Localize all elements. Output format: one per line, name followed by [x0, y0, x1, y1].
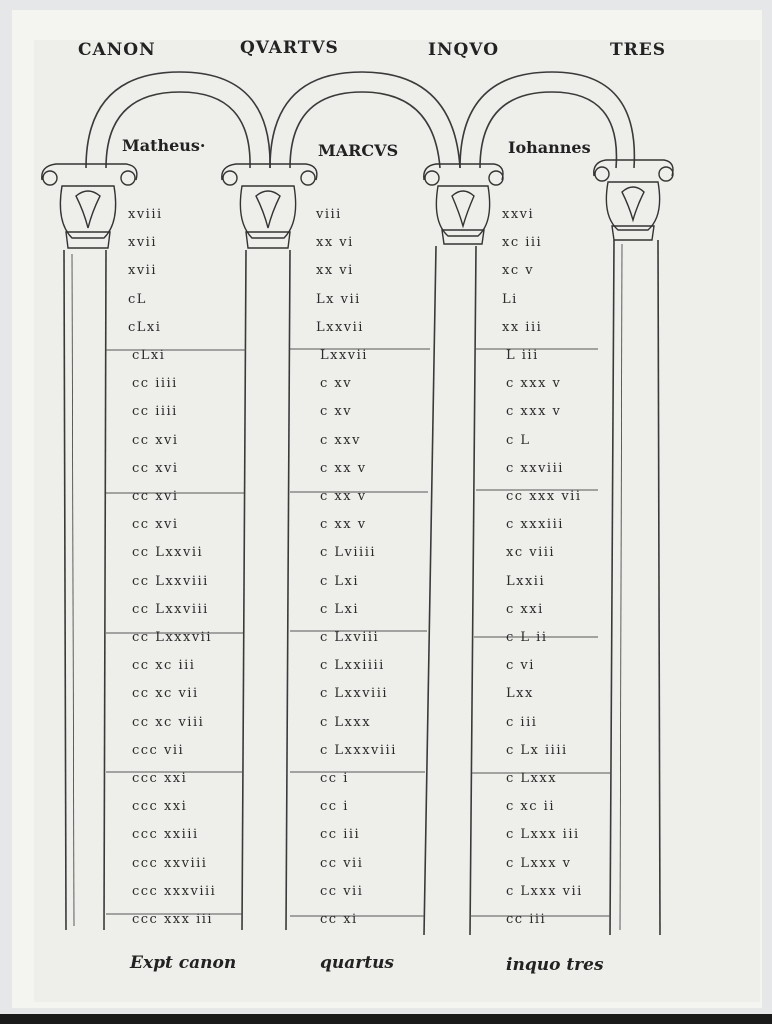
pillar-2-left: [242, 250, 246, 930]
numeral-marcus-4: Lx vii: [316, 292, 361, 307]
numeral-matheus-1: xviii: [128, 207, 163, 222]
numeral-marcus-7: c xv: [320, 376, 353, 391]
capital-4: [594, 160, 673, 240]
numeral-matheus-3: xvii: [128, 263, 157, 278]
numeral-matheus-22: ccc xxi: [132, 799, 188, 814]
numeral-iohannes-8: c xxx v: [506, 404, 562, 419]
numeral-marcus-23: cc iii: [320, 827, 361, 842]
numeral-matheus-16: cc Lxxxvii: [132, 630, 212, 645]
numeral-iohannes-25: c Lxxx vii: [506, 884, 583, 899]
numeral-marcus-9: c xxv: [320, 433, 361, 448]
numeral-matheus-15: cc Lxxviii: [132, 602, 209, 617]
numeral-iohannes-7: c xxx v: [506, 376, 562, 391]
pillar-4-inner: [620, 244, 622, 930]
numeral-iohannes-14: Lxxii: [506, 574, 546, 589]
capital-3: [424, 164, 503, 244]
numeral-matheus-9: cc xvi: [132, 433, 179, 448]
numeral-matheus-2: xvii: [128, 235, 157, 250]
numeral-iohannes-11: cc xxx vii: [506, 489, 582, 504]
footer-expt-canon: Expt canon: [130, 953, 237, 973]
numeral-matheus-20: ccc vii: [132, 743, 185, 758]
numeral-matheus-23: ccc xxiii: [132, 827, 199, 842]
numeral-iohannes-9: c L: [506, 433, 531, 448]
numeral-matheus-19: cc xc viii: [132, 715, 205, 730]
numeral-matheus-12: cc xvi: [132, 517, 179, 532]
numeral-matheus-25: ccc xxxviii: [132, 884, 217, 899]
title-word-tres: TRES: [610, 40, 667, 60]
numeral-marcus-3: xx vi: [316, 263, 354, 278]
numeral-marcus-6: Lxxvii: [320, 348, 368, 363]
numeral-iohannes-21: c Lxxx: [506, 771, 558, 786]
numeral-marcus-8: c xv: [320, 404, 353, 419]
numeral-iohannes-3: xc v: [502, 263, 535, 278]
numeral-marcus-25: cc vii: [320, 884, 364, 899]
numeral-marcus-10: c xx v: [320, 461, 367, 476]
numeral-matheus-14: cc Lxxviii: [132, 574, 209, 589]
numeral-iohannes-26: cc iii: [506, 912, 547, 927]
pillar-3-right: [470, 246, 476, 935]
numeral-matheus-13: cc Lxxvii: [132, 545, 204, 560]
footer-inquo-tres: inquo tres: [506, 955, 604, 975]
numeral-marcus-24: cc vii: [320, 856, 364, 871]
column-heading-marcus: MARCVS: [318, 141, 399, 160]
numeral-iohannes-18: Lxx: [506, 686, 534, 701]
numeral-marcus-2: xx vi: [316, 235, 354, 250]
numeral-marcus-19: c Lxxx: [320, 715, 372, 730]
numeral-iohannes-17: c vi: [506, 658, 535, 673]
pillar-2-right: [286, 250, 290, 930]
numeral-iohannes-5: xx iii: [502, 320, 543, 335]
numeral-marcus-21: cc i: [320, 771, 349, 786]
numeral-marcus-18: c Lxxviii: [320, 686, 389, 701]
numeral-iohannes-1: xxvi: [502, 207, 535, 222]
numeral-matheus-24: ccc xxviii: [132, 856, 208, 871]
numeral-matheus-11: cc xvi: [132, 489, 179, 504]
inner-arch-left: [106, 92, 250, 168]
column-heading-matheus: Matheus·: [122, 136, 206, 155]
numeral-matheus-6: cLxi: [132, 348, 166, 363]
numeral-marcus-5: Lxxvii: [316, 320, 364, 335]
numeral-marcus-17: c Lxxiiii: [320, 658, 385, 673]
numeral-iohannes-12: c xxxiii: [506, 517, 564, 532]
numeral-iohannes-23: c Lxxx iii: [506, 827, 580, 842]
numeral-matheus-8: cc iiii: [132, 404, 178, 419]
numeral-iohannes-22: c xc ii: [506, 799, 555, 814]
numeral-iohannes-4: Li: [502, 292, 518, 307]
numeral-marcus-1: viii: [316, 207, 342, 222]
numeral-matheus-26: ccc xxx iii: [132, 912, 214, 927]
title-word-inquo: INQVO: [428, 40, 499, 60]
numeral-matheus-5: cLxi: [128, 320, 162, 335]
footer-quartus: quartus: [320, 953, 395, 973]
title-word-canon: CANON: [78, 40, 156, 60]
capital-2: [222, 164, 317, 248]
pillar-4-right: [658, 240, 660, 935]
numeral-iohannes-24: c Lxxx v: [506, 856, 572, 871]
numeral-matheus-21: ccc xxi: [132, 771, 188, 786]
numeral-iohannes-20: c Lx iiii: [506, 743, 568, 758]
numeral-matheus-17: cc xc iii: [132, 658, 196, 673]
numeral-marcus-26: cc xi: [320, 912, 358, 927]
numeral-iohannes-2: xc iii: [502, 235, 543, 250]
numeral-marcus-16: c Lxviii: [320, 630, 380, 645]
numeral-iohannes-16: c L ii: [506, 630, 548, 645]
numeral-marcus-11: c xx v: [320, 489, 367, 504]
capital-1: [42, 164, 137, 248]
numeral-marcus-15: c Lxi: [320, 602, 360, 617]
numeral-marcus-14: c Lxi: [320, 574, 360, 589]
pillar-1-left: [64, 250, 66, 930]
numeral-marcus-12: c xx v: [320, 517, 367, 532]
numeral-marcus-22: cc i: [320, 799, 349, 814]
numeral-matheus-10: cc xvi: [132, 461, 179, 476]
numeral-iohannes-19: c iii: [506, 715, 538, 730]
numeral-iohannes-13: xc viii: [506, 545, 556, 560]
pillar-4-left: [610, 240, 614, 935]
pillar-1-right: [104, 250, 106, 930]
column-heading-iohannes: Iohannes: [508, 138, 591, 157]
numeral-matheus-4: cL: [128, 292, 147, 307]
numeral-marcus-20: c Lxxxviii: [320, 743, 397, 758]
numeral-iohannes-15: c xxi: [506, 602, 544, 617]
numeral-matheus-18: cc xc vii: [132, 686, 199, 701]
numeral-iohannes-10: c xxviii: [506, 461, 564, 476]
numeral-iohannes-6: L iii: [506, 348, 539, 363]
numeral-matheus-7: cc iiii: [132, 376, 178, 391]
title-word-quartus: QVARTVS: [240, 38, 339, 58]
numeral-marcus-13: c Lviiii: [320, 545, 377, 560]
pillar-1-inner: [72, 254, 74, 926]
